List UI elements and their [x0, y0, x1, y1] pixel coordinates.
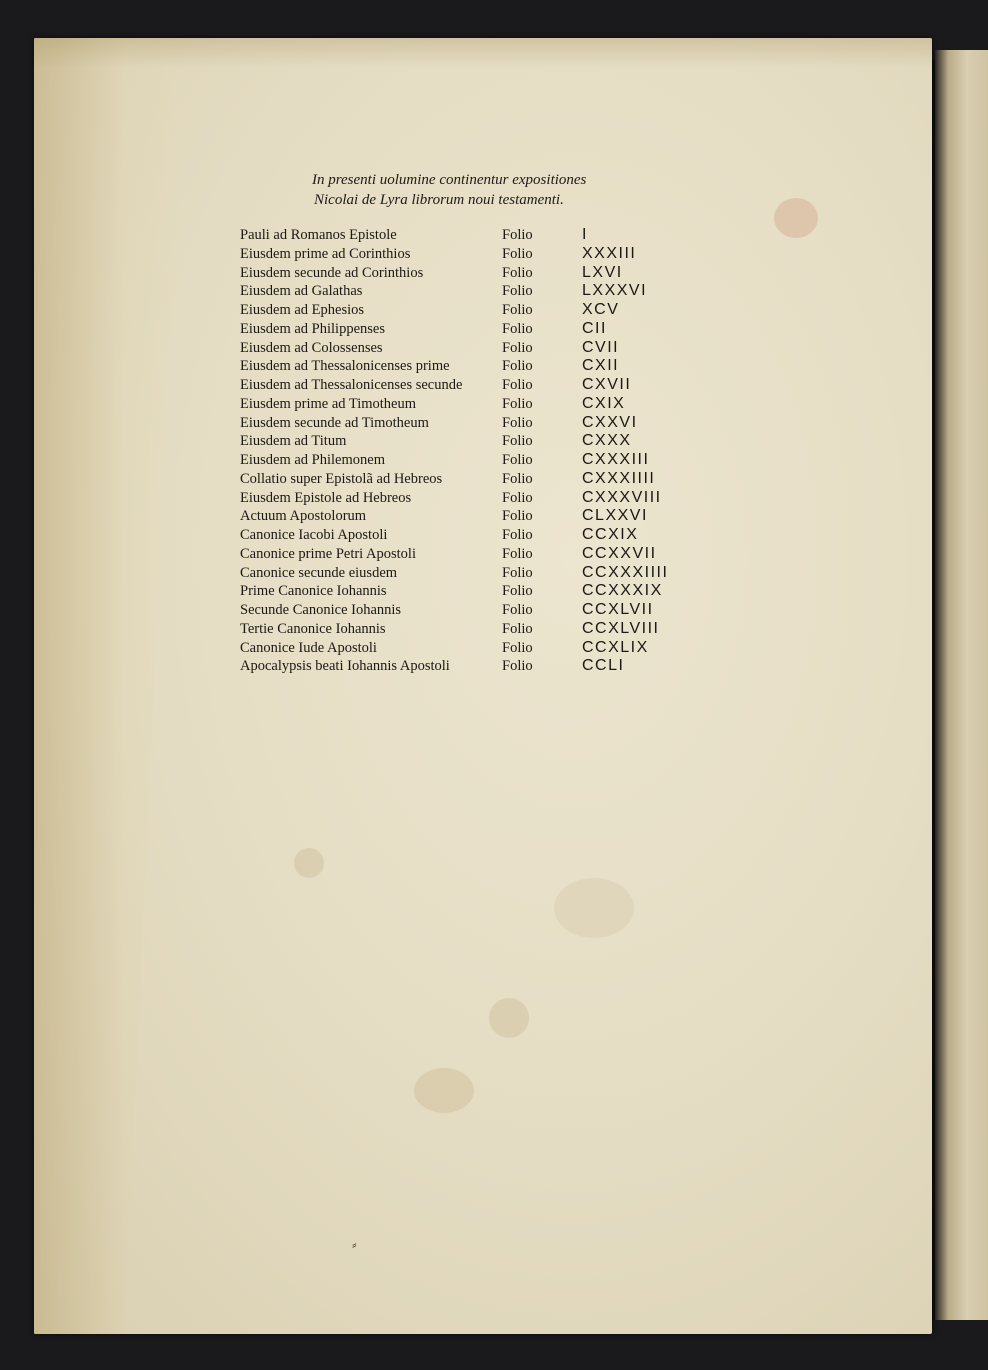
toc-folio-number: CCXXXIX [582, 582, 663, 600]
toc-title: Eiusdem ad Ephesios [240, 302, 365, 318]
toc-folio-label: Folio [502, 527, 533, 543]
table-row [240, 545, 720, 564]
table-row [240, 620, 720, 639]
toc-title: Canonice secunde eiusdem [240, 564, 398, 581]
toc-folio-label: Folio [502, 227, 533, 243]
toc-folio-label: Folio [502, 339, 533, 356]
table-row [240, 414, 720, 433]
toc-folio-number: XCV [582, 301, 620, 318]
table-row [240, 526, 720, 545]
toc-folio-number: CCXLVII [582, 601, 654, 618]
toc-title: Eiusdem ad Galathas [240, 283, 363, 300]
toc-folio-number: CXXXIIII [582, 469, 656, 487]
toc-folio-number: LXXXVI [582, 282, 648, 300]
heading-line-1: In presenti uolumine continentur expositiones [312, 172, 587, 188]
toc-title: Eiusdem ad Philemonem [240, 452, 385, 468]
toc-title: Eiusdem ad Thessalonicenses prime [240, 358, 450, 375]
toc-folio-label: Folio [502, 245, 533, 262]
heading-line-2: Nicolai de Lyra librorum noui testamenti. [314, 192, 564, 208]
toc-title: Tertie Canonice Iohannis [240, 620, 386, 637]
toc-folio-number: CII [582, 319, 607, 337]
toc-title: Canonice Iude Apostoli [240, 639, 377, 656]
toc-title: Apocalypsis beati Iohannis Apostoli [240, 658, 450, 675]
toc-folio-label: Folio [502, 302, 533, 318]
toc-title: Prime Canonice Iohannis [240, 583, 387, 600]
toc-folio-label: Folio [502, 545, 533, 562]
toc-title: Eiusdem ad Thessalonicenses secunde [240, 377, 463, 393]
toc-folio-label: Folio [502, 395, 533, 412]
table-row [240, 395, 720, 414]
toc-title: Eiusdem prime ad Timotheum [240, 395, 417, 412]
table-of-contents [240, 226, 720, 676]
toc-title: Eiusdem ad Colossenses [240, 339, 383, 356]
toc-folio-number: CXIX [582, 394, 626, 412]
table-row [240, 264, 720, 283]
toc-title: Canonice Iacobi Apostoli [240, 527, 388, 543]
toc-title: Secunde Canonice Iohannis [240, 602, 402, 618]
table-row [240, 357, 720, 376]
toc-folio-number: LXVI [582, 263, 623, 281]
toc-title: Eiusdem ad Philippenses [240, 320, 385, 337]
toc-folio-number: CXXVI [582, 413, 638, 431]
toc-folio-label: Folio [502, 583, 533, 600]
toc-folio-number: CXXXVIII [582, 488, 662, 506]
toc-title: Eiusdem secunde ad Timotheum [240, 414, 429, 431]
toc-title: Eiusdem ad Titum [240, 433, 347, 450]
table-row [240, 507, 720, 526]
toc-folio-number: CXVII [582, 376, 632, 393]
toc-folio-label: Folio [502, 452, 533, 468]
toc-folio-number: CXXXIII [582, 451, 650, 468]
toc-folio-label: Folio [502, 470, 533, 487]
table-row [240, 282, 720, 301]
toc-folio-label: Folio [502, 377, 533, 393]
toc-folio-label: Folio [502, 658, 533, 675]
toc-title: Canonice prime Petri Apostoli [240, 545, 416, 562]
toc-folio-label: Folio [502, 564, 533, 581]
toc-folio-label: Folio [502, 602, 533, 618]
table-row [240, 376, 720, 395]
toc-folio-label: Folio [502, 264, 533, 281]
toc-folio-number: CCXXVII [582, 544, 657, 562]
table-row [240, 639, 720, 658]
table-row [240, 582, 720, 601]
toc-folio-number: CXII [582, 357, 620, 375]
table-row [240, 601, 720, 620]
table-row [240, 301, 720, 320]
table-row [240, 451, 720, 470]
table-row [240, 245, 720, 264]
ink-mark: ⸗ [352, 1238, 357, 1253]
toc-folio-number: CCXIX [582, 526, 639, 543]
table-row [240, 489, 720, 508]
table-row [240, 470, 720, 489]
toc-folio-label: Folio [502, 320, 533, 337]
toc-title: Collatio super Epistolã ad Hebreos [240, 470, 443, 487]
volume-heading [312, 170, 672, 210]
table-row [240, 657, 720, 676]
table-row [240, 226, 720, 245]
toc-folio-number: CCXXXIIII [582, 563, 669, 581]
toc-folio-number: XXXIII [582, 244, 637, 262]
toc-folio-label: Folio [502, 620, 533, 637]
toc-title: Eiusdem secunde ad Corinthios [240, 264, 424, 281]
toc-folio-label: Folio [502, 414, 533, 431]
toc-folio-label: Folio [502, 283, 533, 300]
toc-folio-label: Folio [502, 358, 533, 375]
toc-title: Eiusdem prime ad Corinthios [240, 245, 411, 262]
table-row [240, 564, 720, 583]
table-row [240, 432, 720, 451]
toc-title: Eiusdem Epistole ad Hebreos [240, 489, 412, 506]
toc-folio-number: CVII [582, 338, 620, 356]
toc-title: Actuum Apostolorum [240, 508, 367, 525]
toc-folio-label: Folio [502, 508, 533, 525]
toc-title: Pauli ad Romanos Epistole [240, 227, 397, 243]
table-row [240, 320, 720, 339]
toc-folio-label: Folio [502, 639, 533, 656]
table-row [240, 339, 720, 358]
toc-folio-number: CLXXVI [582, 507, 648, 525]
toc-folio-label: Folio [502, 433, 533, 450]
toc-folio-label: Folio [502, 489, 533, 506]
toc-folio-number: CXXX [582, 432, 632, 450]
toc-folio-number: I [582, 226, 588, 243]
next-page-edge [935, 50, 988, 1320]
toc-folio-number: CCLI [582, 657, 625, 675]
toc-folio-number: CCXLVIII [582, 619, 660, 637]
toc-folio-number: CCXLIX [582, 638, 649, 656]
